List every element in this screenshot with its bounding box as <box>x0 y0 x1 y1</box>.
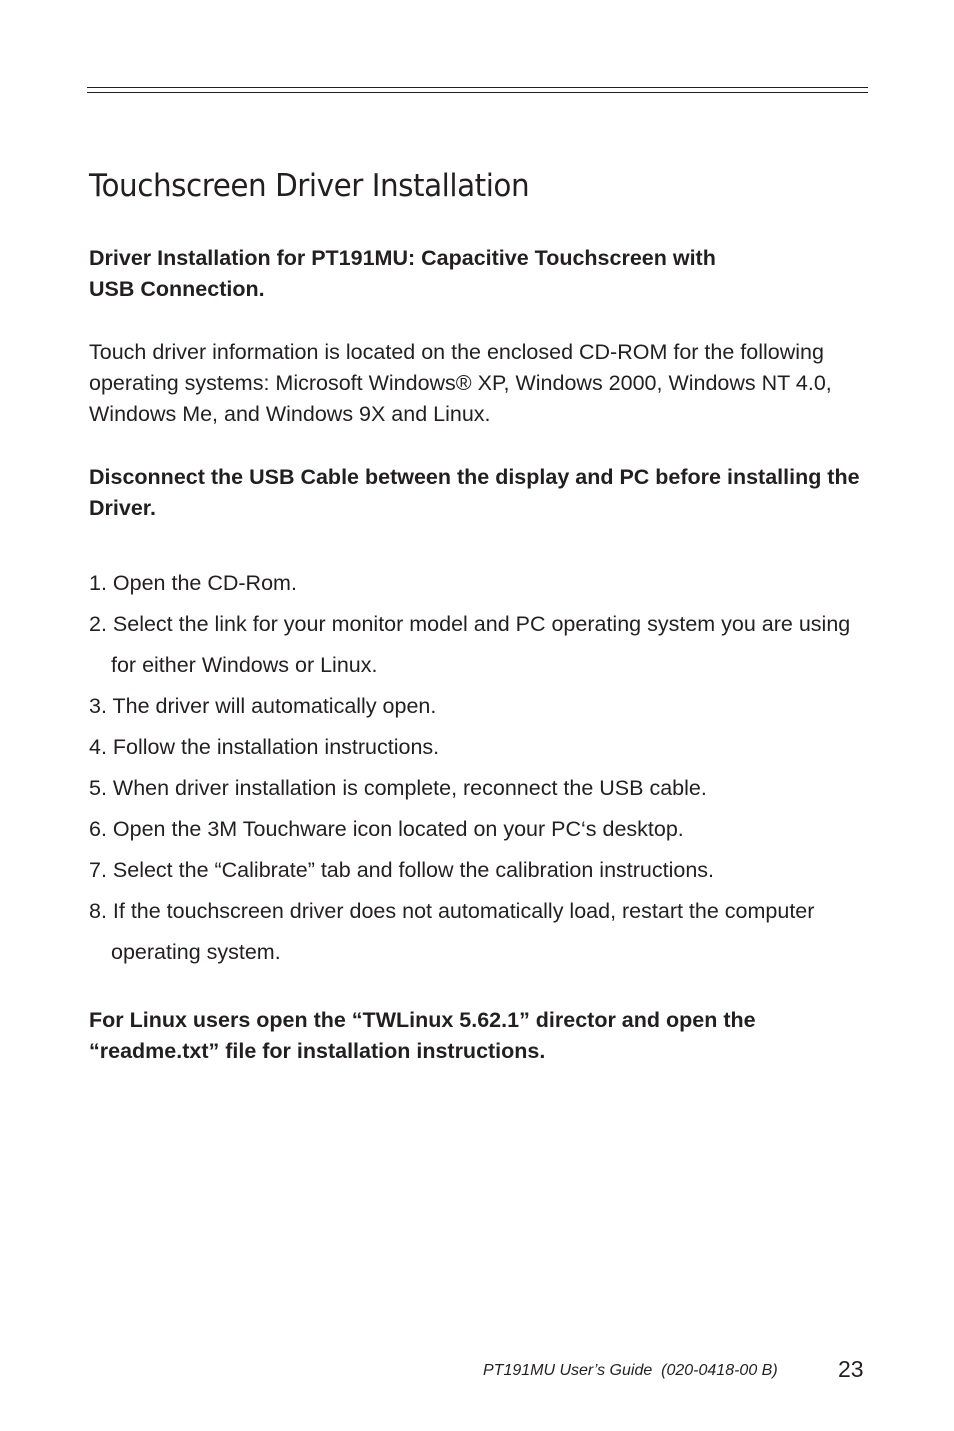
section-subheading <box>89 243 874 305</box>
subheading-line-1: Driver Installation for PT191MU: Capacitive Touchscreen with <box>89 246 716 270</box>
step-item: 3. The driver will automatically open. <box>89 694 437 718</box>
step-item: 1. Open the CD-Rom. <box>89 571 297 595</box>
disconnect-warning: Disconnect the USB Cable between the display and PC before installing the Driver. <box>89 465 860 520</box>
top-double-rule <box>87 87 868 93</box>
intro-paragraph: Touch driver information is located on the enclosed CD-ROM for the following operating systems: Microsoft Windows® XP, Windows 2000, Windows NT 4.0, Windows Me, and Windows 9X and Linux. <box>89 340 832 426</box>
step-item: 5. When driver installation is complete, reconnect the USB cable. <box>89 776 707 800</box>
step-item: 2. Select the link for your monitor model and PC operating system you are using for either Windows or Linux. <box>89 612 851 677</box>
step-item: 6. Open the 3M Touchware icon located on your PC‘s desktop. <box>89 817 684 841</box>
footer-guide-title: PT191MU User’s Guide (020-0418-00 B) <box>483 1362 778 1379</box>
step-item: 7. Select the “Calibrate” tab and follow the calibration instructions. <box>89 858 715 882</box>
page-number: 23 <box>838 1356 864 1382</box>
subheading-line-2: USB Connection. <box>89 277 265 301</box>
linux-note <box>89 1005 874 1067</box>
linux-note-line-1: For Linux users open the “TWLinux 5.62.1” director and open the <box>89 1008 756 1032</box>
step-item: 8. If the touchscreen driver does not automatically load, restart the computer operating system. <box>89 899 815 964</box>
installation-steps <box>89 563 874 973</box>
page-title: Touchscreen Driver Installation <box>89 168 530 204</box>
linux-note-line-2: “readme.txt” file for installation instructions. <box>89 1039 546 1063</box>
step-item: 4. Follow the installation instructions. <box>89 735 440 759</box>
